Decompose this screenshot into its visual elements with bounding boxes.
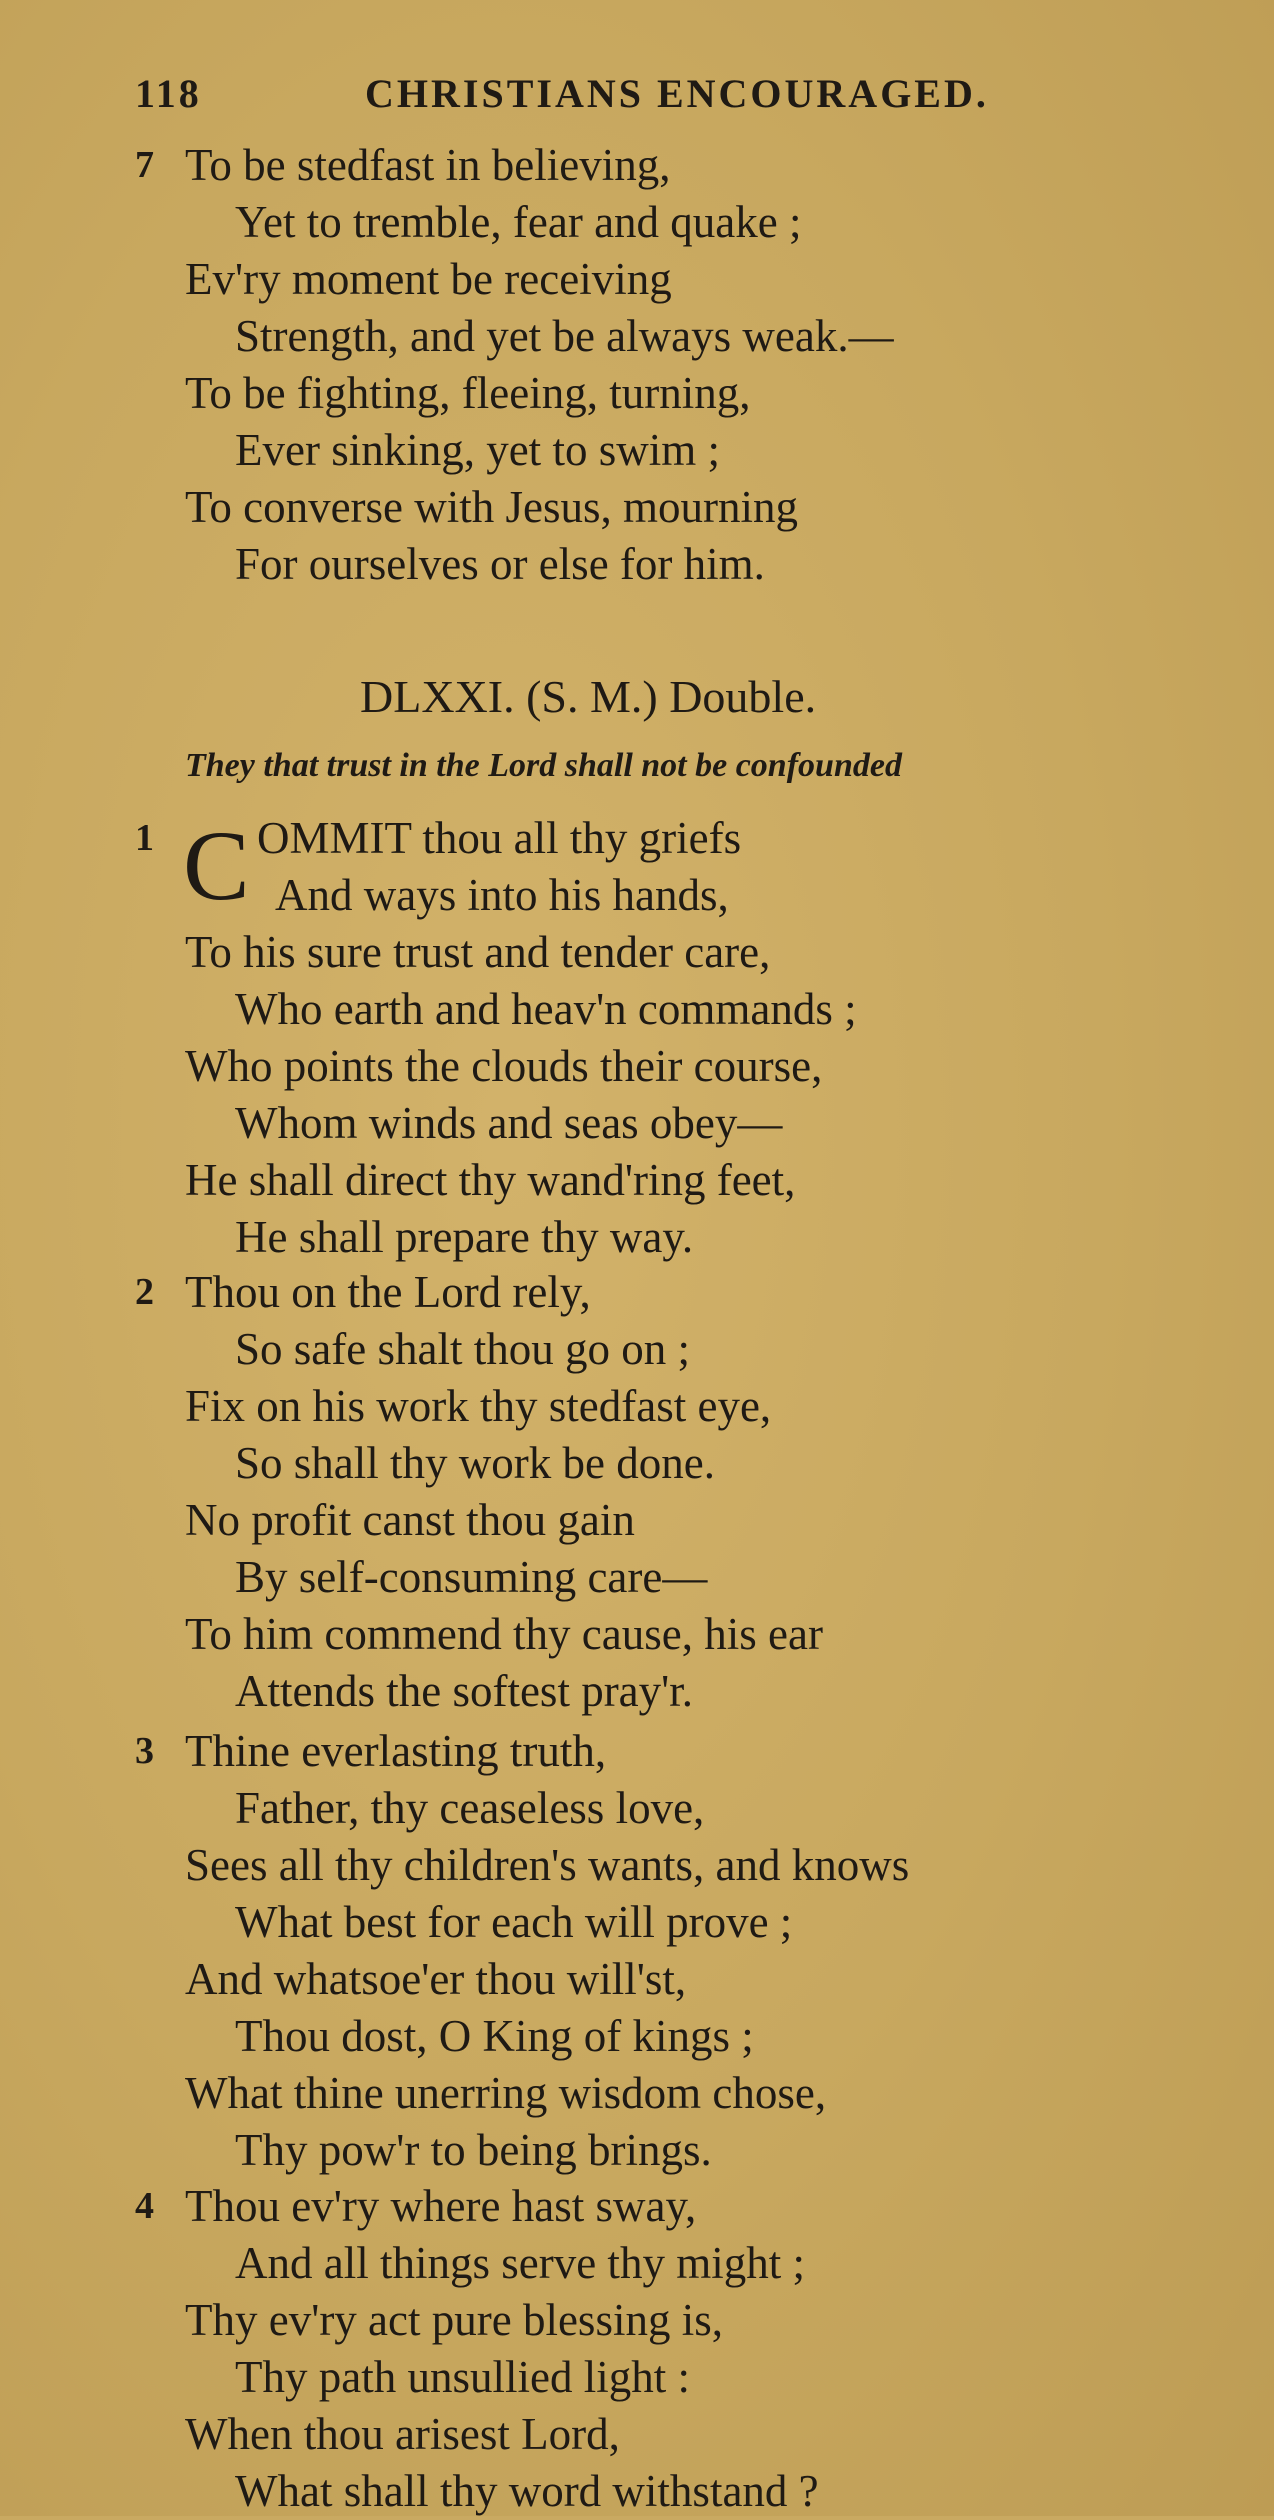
verse-text: Whom winds and seas obey— — [235, 1098, 783, 1148]
verse-text: What best for each will prove ; — [235, 1897, 793, 1947]
verse-line — [135, 2122, 1265, 2179]
verse-line — [135, 1378, 1265, 1435]
verse-line — [135, 981, 1265, 1038]
verse-line — [135, 1606, 1265, 1663]
verse-text: Thine everlasting truth, — [185, 1726, 607, 1776]
verse-line — [135, 194, 1265, 251]
verse-line — [135, 1152, 1265, 1209]
verse-line — [135, 137, 1265, 194]
verse-line — [135, 1038, 1265, 1095]
verse-text: And all things serve thy might ; — [235, 2238, 805, 2288]
page-number: 118 — [135, 71, 202, 116]
verse-line — [135, 365, 1265, 422]
verse-text: And ways into his hands, — [275, 870, 729, 920]
verse-text: Father, thy ceaseless love, — [235, 1783, 705, 1833]
verse-line — [135, 2463, 1265, 2520]
verse-text: To his sure trust and tender care, — [185, 927, 771, 977]
verse-line — [135, 1837, 1265, 1894]
verse-text: Who points the clouds their course, — [185, 1041, 823, 1091]
verse-number: 4 — [135, 2185, 154, 2227]
verse-text: Thy pow'r to being brings. — [235, 2125, 712, 2175]
verse-text: Thou dost, O King of kings ; — [235, 2011, 754, 2061]
verse-line — [135, 2349, 1265, 2406]
stanza-7 — [135, 137, 1265, 593]
verse-text: He shall direct thy wand'ring feet, — [185, 1155, 796, 1205]
verse-text: Ever sinking, yet to swim ; — [235, 425, 720, 475]
verse-text: Strength, and yet be always weak.— — [235, 311, 894, 361]
verse-line — [135, 536, 1265, 593]
verse-number: 3 — [135, 1730, 154, 1772]
verse-text: When thou arisest Lord, — [185, 2409, 620, 2459]
hymn-subtitle: They that trust in the Lord shall not be confounded — [185, 747, 902, 784]
verse-line — [135, 2292, 1265, 2349]
verse-text: To be fighting, fleeing, turning, — [185, 368, 751, 418]
verse-line — [135, 2008, 1265, 2065]
verse-number: 2 — [135, 1271, 154, 1313]
verse-line — [135, 1549, 1265, 1606]
verse-number: 7 — [135, 144, 154, 186]
running-title: CHRISTIANS ENCOURAGED. — [365, 71, 989, 116]
verse-text: So safe shalt thou go on ; — [235, 1324, 690, 1374]
verse-text: And whatsoe'er thou will'st, — [185, 1954, 687, 2004]
drop-cap: C — [183, 810, 250, 921]
verse-line — [135, 251, 1265, 308]
verse-line — [135, 1723, 1265, 1780]
hymn-title: DLXXI. (S. M.) Double. — [360, 671, 817, 722]
verse-line — [135, 1435, 1265, 1492]
verse-line — [135, 1663, 1265, 1720]
stanza-2 — [135, 1264, 1265, 1720]
verse-line — [135, 1264, 1265, 1321]
verse-text: So shall thy work be done. — [235, 1438, 715, 1488]
verse-text: To him commend thy cause, his ear — [185, 1609, 823, 1659]
verse-text: By self-consuming care— — [235, 1552, 708, 1602]
verse-text: What thine unerring wisdom chose, — [185, 2068, 827, 2118]
verse-line — [135, 1209, 1265, 1266]
verse-line — [135, 479, 1265, 536]
verse-line — [135, 1951, 1265, 2008]
verse-text: Fix on his work thy stedfast eye, — [185, 1381, 772, 1431]
verse-text: Thou ev'ry where hast sway, — [185, 2181, 697, 2231]
verse-number: 1 — [135, 817, 154, 859]
stanza-4 — [135, 2178, 1265, 2520]
verse-text: Attends the softest pray'r. — [235, 1666, 694, 1716]
verse-line — [135, 2406, 1265, 2463]
verse-line — [135, 1492, 1265, 1549]
verse-line — [135, 2178, 1265, 2235]
verse-line — [135, 1894, 1265, 1951]
verse-text: Thou on the Lord rely, — [185, 1267, 591, 1317]
page-header — [135, 70, 1135, 130]
verse-text: OMMIT thou all thy griefs — [257, 813, 742, 863]
verse-text: Ev'ry moment be receiving — [185, 254, 672, 304]
verse-text: For ourselves or else for him. — [235, 539, 765, 589]
stanza-3 — [135, 1723, 1265, 2179]
verse-text: Thy ev'ry act pure blessing is, — [185, 2295, 723, 2345]
verse-line — [135, 308, 1265, 365]
verse-text: No profit canst thou gain — [185, 1495, 635, 1545]
verse-line — [135, 2065, 1265, 2122]
verse-line — [135, 924, 1265, 981]
verse-text: To converse with Jesus, mourning — [185, 482, 799, 532]
verse-text: He shall prepare thy way. — [235, 1212, 694, 1262]
verse-text: Who earth and heav'n commands ; — [235, 984, 857, 1034]
verse-text: Yet to tremble, fear and quake ; — [235, 197, 802, 247]
verse-line — [135, 867, 1265, 924]
verse-line — [135, 1321, 1265, 1378]
verse-text: To be stedfast in believing, — [185, 140, 671, 190]
verse-text: Sees all thy children's wants, and knows — [185, 1840, 910, 1890]
verse-line — [135, 1780, 1265, 1837]
verse-line — [135, 1095, 1265, 1152]
verse-text: Thy path unsullied light : — [235, 2352, 690, 2402]
verse-line — [135, 2235, 1265, 2292]
verse-text: What shall thy word withstand ? — [235, 2466, 819, 2516]
verse-line — [135, 422, 1265, 479]
stanza-1 — [135, 810, 1265, 1266]
